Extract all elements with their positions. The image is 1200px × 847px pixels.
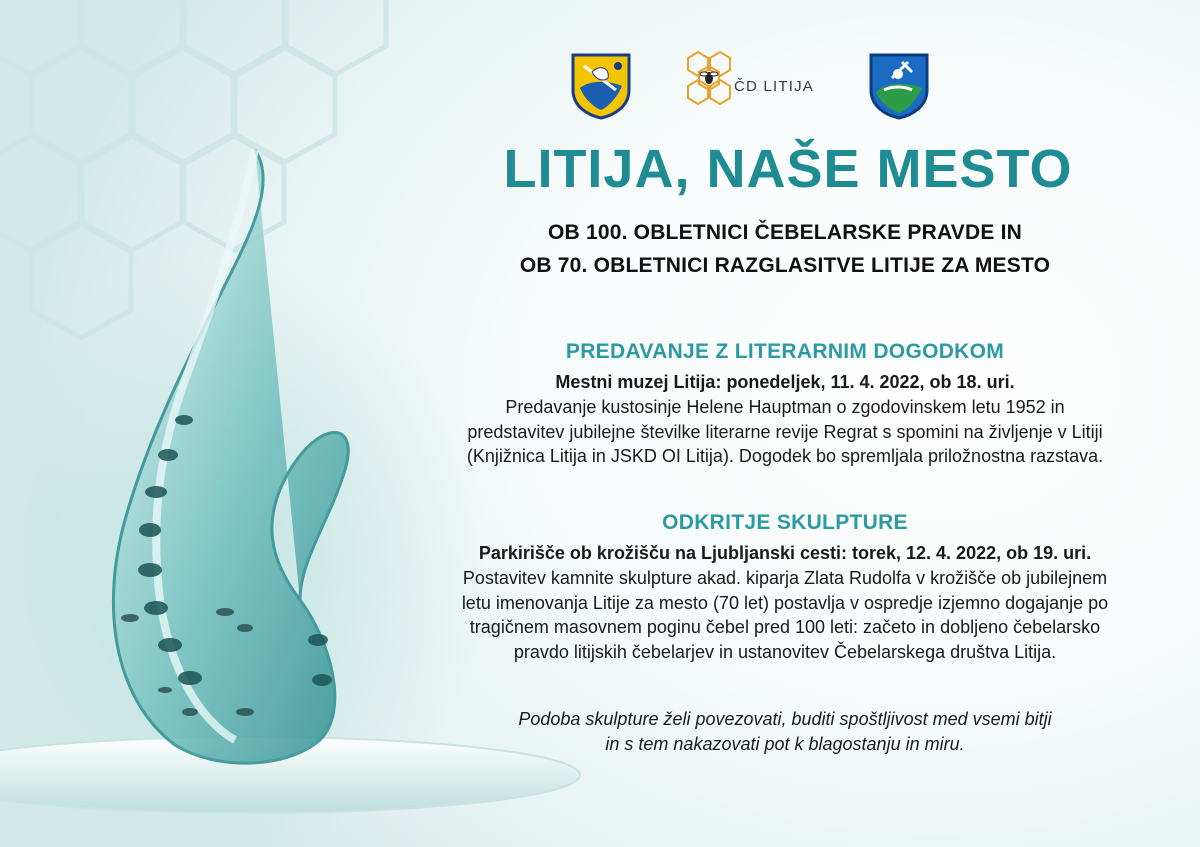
cd-litija-logo (686, 50, 836, 110)
section-heading-lecture: PREDAVANJE Z LITERARNIM DOGODKOM (565, 340, 1005, 363)
closing-line: Podoba skulpture želi povezovati, buditi spoštljivost med vsemi bitji (518, 709, 1052, 729)
subtitle-line-2: OB 70. OBLETNICI RAZGLASITVE LITIJE ZA MESTO (519, 254, 1051, 277)
body-line: letu imenovanja Litije za mesto (70 let) postavlja v ospredje izjemno dogajanje po (461, 592, 1109, 613)
body-line: Postavitev kamnite skulpture akad. kiparja Zlata Rudolfa v krožišče ob jubilejnem (462, 568, 1108, 588)
body-line: (Knjižnica Litija in JSKD OI Litija). Dogodek bo spremljala priložnostna razstava. (466, 446, 1104, 466)
section-meta-lecture: Mestni muzej Litija: ponedeljek, 11. 4. 2022, ob 18. uri. (555, 372, 1015, 392)
page-title: LITIJA, NAŠE MESTO (503, 139, 1073, 199)
coat-of-arms-icon (868, 52, 930, 120)
section-heading-sculpture: ODKRITJE SKULPTURE (662, 511, 908, 534)
municipality-coat-of-arms-right (868, 52, 930, 120)
body-line: pravdo litijskih čebelarjev in ustanovitev Čebelarskega društva Litija. (513, 641, 1057, 662)
body-line: Predavanje kustosinje Helene Hauptman o zgodovinskem letu 1952 in (505, 397, 1065, 417)
body-line: tragičnem masovnem poginu čebel pred 100 leti: začeto in dobljeno čebelarsko (469, 617, 1101, 637)
closing-line: in s tem nakazovati pot k blagostanju in miru. (605, 734, 965, 754)
section-meta-sculpture: Parkirišče ob krožišču na Ljubljanski cesti: torek, 12. 4. 2022, ob 19. uri. (478, 543, 1092, 563)
body-line: predstavitev jubilejne številke literarne revije Regrat s spomini na življenje v Litiji (467, 421, 1103, 442)
closing-statement (385, 707, 1185, 757)
honeycomb-bee-icon (686, 50, 732, 110)
municipality-coat-of-arms-left (570, 52, 632, 120)
cd-litija-label: ČD LITIJA (734, 78, 814, 95)
coat-of-arms-icon (570, 52, 632, 120)
section-body-lecture (385, 395, 1185, 469)
section-body-sculpture (385, 566, 1185, 664)
subtitle-line-1: OB 100. OBLETNICI ČEBELARSKE PRAVDE IN (548, 221, 1022, 244)
